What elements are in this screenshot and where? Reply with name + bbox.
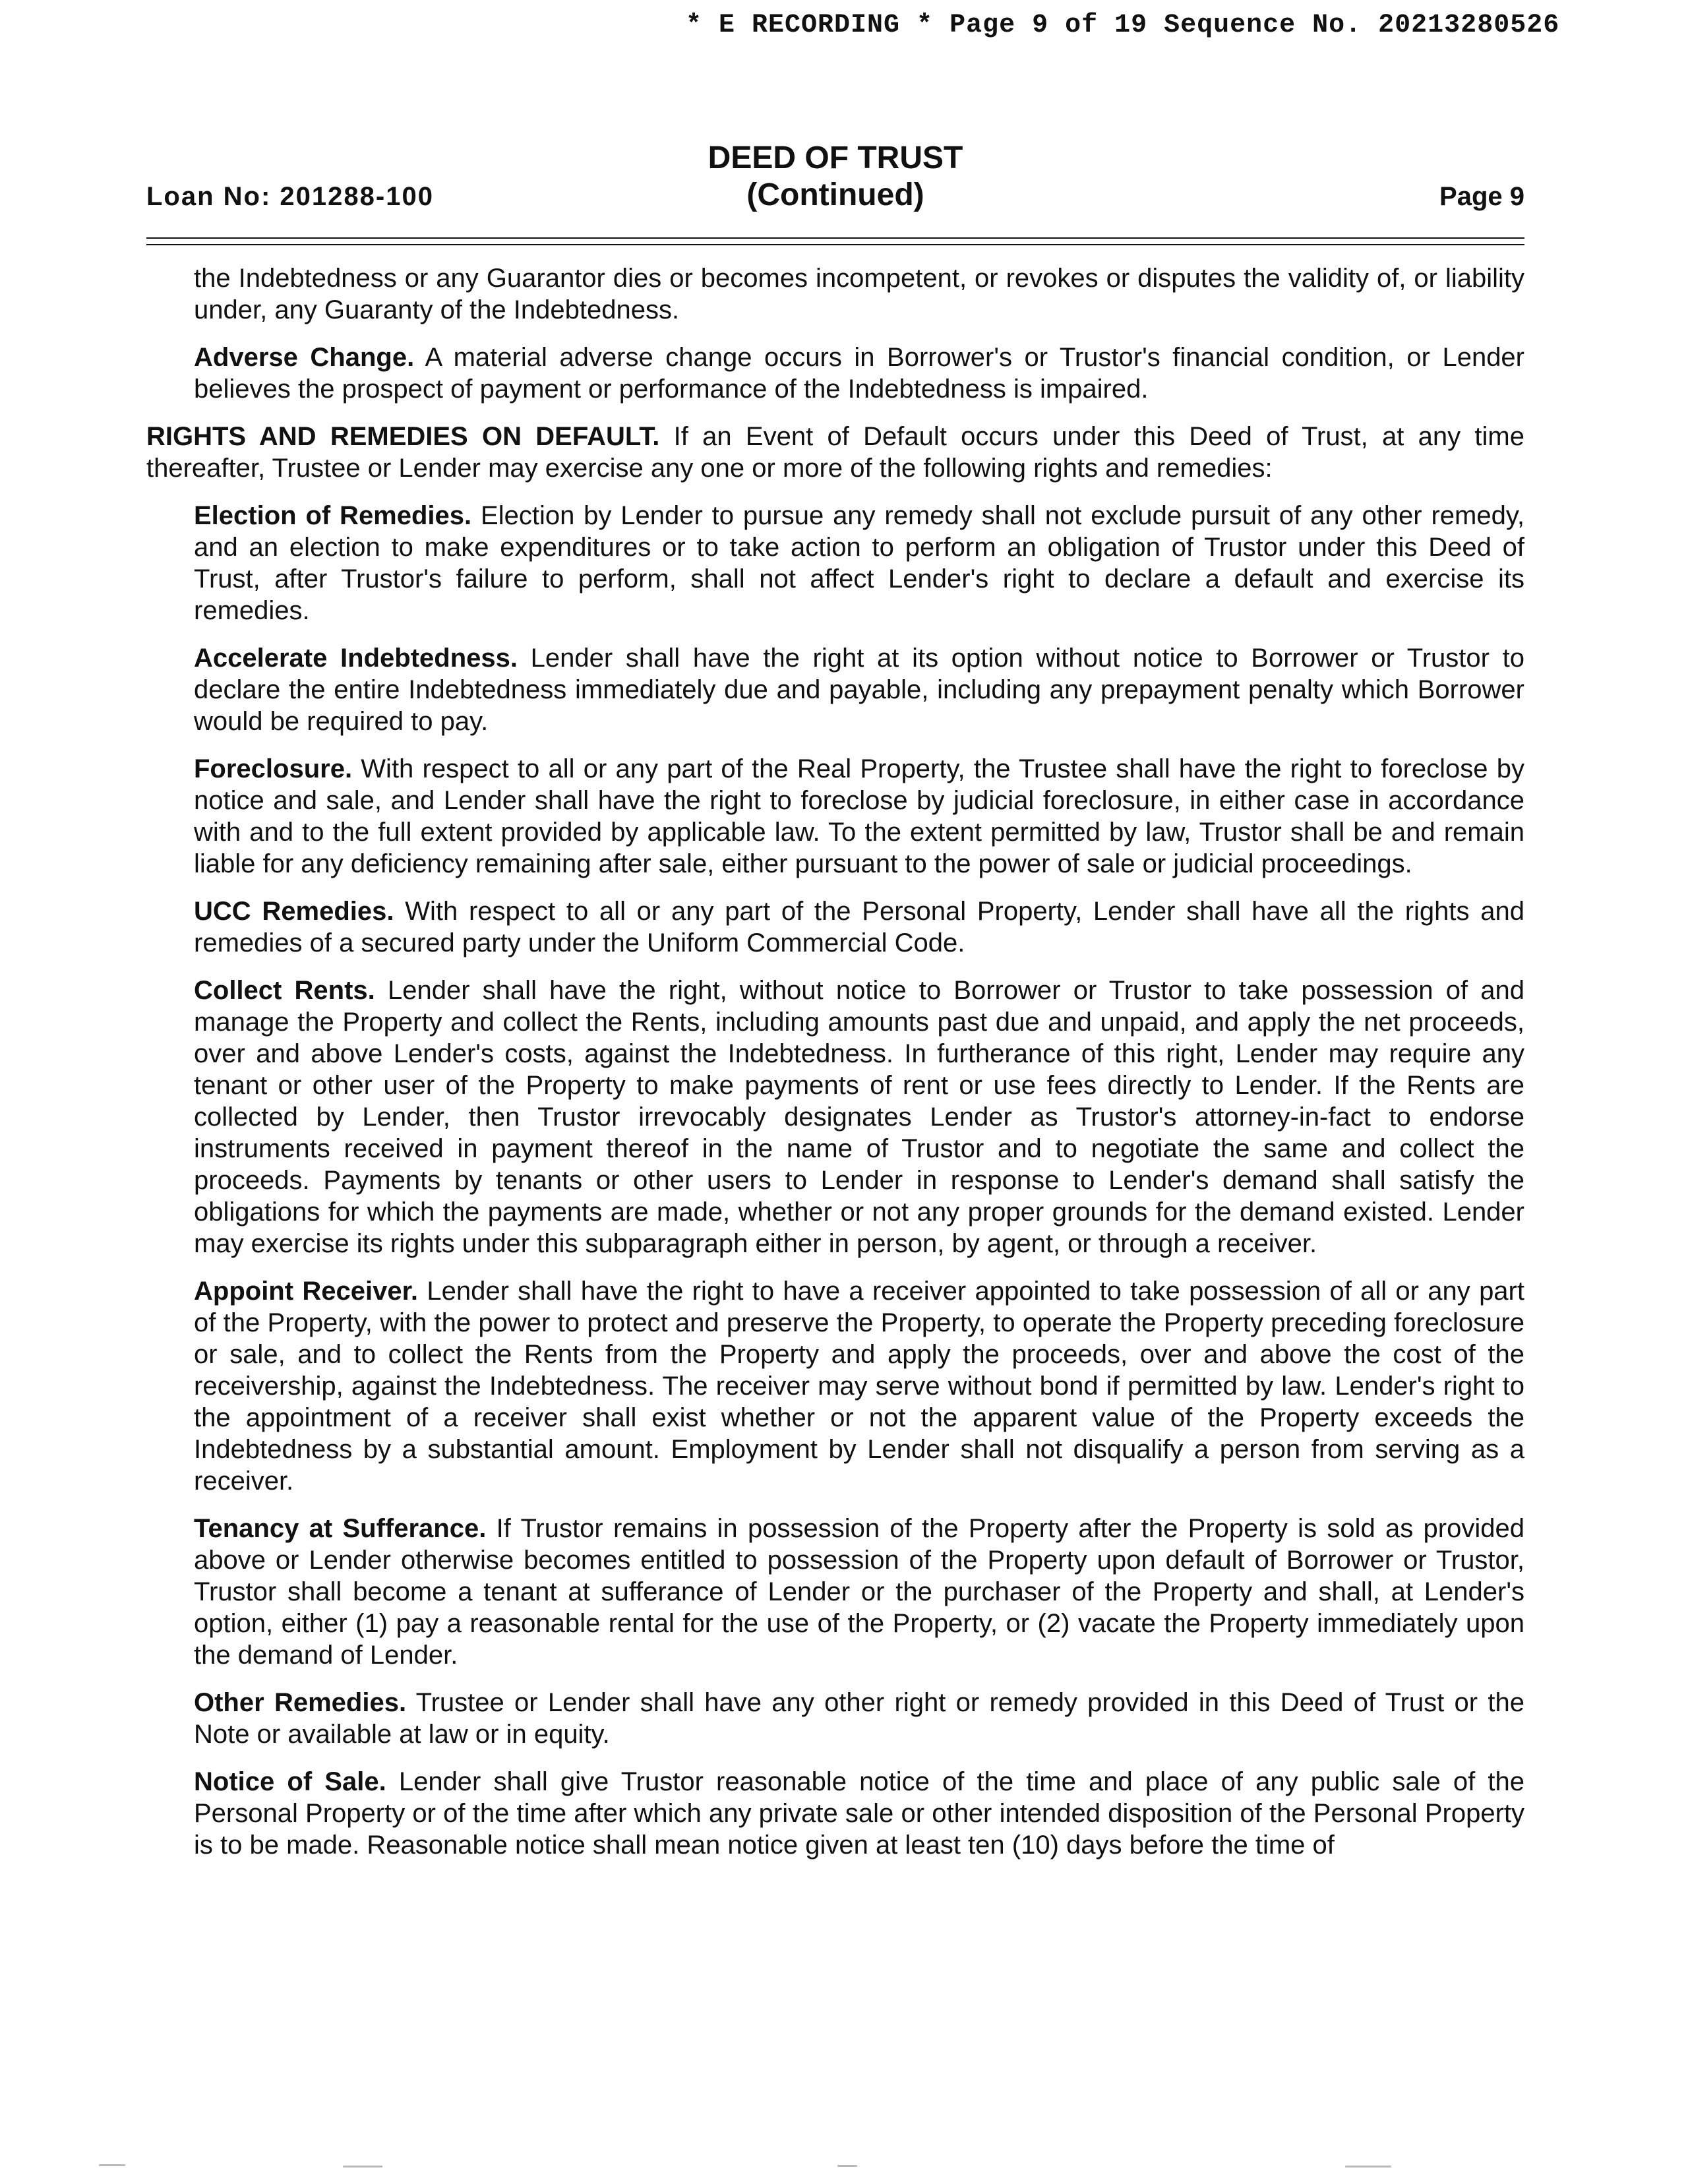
section-heading: RIGHTS AND REMEDIES ON DEFAULT. bbox=[146, 422, 660, 451]
scan-artifact bbox=[343, 2166, 382, 2168]
paragraph-guarantor-continued bbox=[194, 262, 1524, 326]
paragraph-text: With respect to all or any part of the Real Property, the Trustee shall have the right to foreclose by notice and sale, and Lender shall have the right to foreclose by judicial foreclosure, in either case in accordance with and to the full extent provided by applicable law. To the extent permitted by law, Trustor shall be and remain liable for any deficiency remaining after sale, either pursuant to the power of sale or judicial proceedings. bbox=[194, 754, 1524, 878]
paragraph-appoint-receiver bbox=[194, 1275, 1524, 1497]
paragraph-foreclosure bbox=[194, 753, 1524, 880]
paragraph-text: If Trustor remains in possession of the Property after the Property is sold as provided above or Lender otherwise becomes entitled to possession of the Property upon default of Borrower or Trustor, Trustor shall become a tenant at sufferance of Lender or the purchaser of the Property and shall, at Lender's option, either (1) pay a reasonable rental for the use of the Property, or (2) vacate the Property immediately upon the demand of Lender. bbox=[194, 1514, 1524, 1670]
paragraph-lead: Foreclosure. bbox=[194, 754, 353, 783]
paragraph-lead: Collect Rents. bbox=[194, 976, 375, 1005]
paragraph-adverse-change bbox=[194, 342, 1524, 405]
paragraph-text: the Indebtedness or any Guarantor dies or becomes incompetent, or revokes or disputes the validity of, or liability under, any Guaranty of the Indebtedness. bbox=[194, 264, 1524, 324]
header-rule-top bbox=[146, 237, 1524, 239]
scan-artifact bbox=[837, 2165, 857, 2167]
paragraph-tenancy-at-sufferance bbox=[194, 1513, 1524, 1671]
paragraph-lead: UCC Remedies. bbox=[194, 897, 394, 926]
paragraph-text: If an Event of Default occurs under this Deed of Trust, at any time thereafter, Trustee or Lender may exercise any one or more of the following rights and remedies: bbox=[146, 422, 1524, 483]
document-title-line1: DEED OF TRUST bbox=[708, 140, 963, 175]
paragraph-election-of-remedies bbox=[194, 500, 1524, 626]
paragraph-lead: Tenancy at Sufferance. bbox=[194, 1514, 487, 1543]
paragraph-text: Lender shall give Trustor reasonable notice of the time and place of any public sale of the Personal Property or of the time after which any private sale or other intended disposition of the Personal Property is to be made. Reasonable notice shall mean notice given at least ten (10) days before the time of bbox=[194, 1767, 1524, 1860]
section-rights-and-remedies bbox=[146, 421, 1524, 484]
paragraph-text: With respect to all or any part of the Personal Property, Lender shall have all the rights and remedies of a secured party under the Uniform Commercial Code. bbox=[194, 897, 1524, 957]
paragraph-lead: Election of Remedies. bbox=[194, 501, 472, 530]
paragraph-notice-of-sale bbox=[194, 1766, 1524, 1861]
document-body bbox=[146, 262, 1524, 1877]
paragraph-lead: Appoint Receiver. bbox=[194, 1277, 419, 1306]
page-number: Page 9 bbox=[1439, 182, 1524, 211]
paragraph-text: Lender shall have the right at its option without notice to Borrower or Trustor to declare the entire Indebtedness immediately due and payable, including any prepayment penalty which Borrower would be required to pay. bbox=[194, 644, 1525, 736]
document-title-line2: (Continued) bbox=[746, 177, 924, 212]
paragraph-accelerate-indebtedness bbox=[194, 642, 1524, 737]
page-header bbox=[146, 140, 1524, 219]
paragraph-collect-rents bbox=[194, 975, 1524, 1259]
header-rule-bottom bbox=[146, 244, 1524, 245]
paragraph-lead: Accelerate Indebtedness. bbox=[194, 644, 518, 673]
paragraph-text: Election by Lender to pursue any remedy shall not exclude pursuit of any other remedy, and an election to make expenditures or to take action to perform an obligation of Trustor under this Deed of Trust, after Trustor's failure to perform, shall not affect Lender's right to declare a default and exercise its remedies. bbox=[194, 501, 1524, 625]
paragraph-text: A material adverse change occurs in Borrower's or Trustor's financial condition, or Lender believes the prospect of payment or performance of the Indebtedness is impaired. bbox=[194, 343, 1525, 404]
scan-artifact bbox=[99, 2164, 125, 2166]
paragraph-text: Lender shall have the right to have a receiver appointed to take possession of all or any part of the Property, with the power to protect and preserve the Property, to operate the Property preceding foreclosure or sale, and to collect the Rents from the Property and apply the proceeds, over and above the cost of the receivership, against the Indebtedness. The receiver may serve without bond if permitted by law. Lender's right to the appointment of a receiver shall exist whether or not the apparent value of the Property exceeds the Indebtedness by a substantial amount. Employment by Lender shall not disqualify a person from serving as a receiver. bbox=[194, 1277, 1524, 1496]
paragraph-text: Lender shall have the right, without notice to Borrower or Trustor to take possession of and manage the Property and collect the Rents, including amounts past due and unpaid, and apply the net proceeds, over and above Lender's costs, against the Indebtedness. In furtherance of this right, Lender may require any tenant or other user of the Property to make payments of rent or use fees directly to Lender. If the Rents are collected by Lender, then Trustor irrevocably designates Lender as Trustor's attorney-in-fact to endorse instruments received in payment thereof in the name of Trustor and to negotiate the same and collect the proceeds. Payments by tenants or other users to Lender in response to Lender's demand shall satisfy the obligations for which the payments are made, whether or not any proper grounds for the demand existed. Lender may exercise its rights under this subparagraph either in person, by agent, or through a receiver. bbox=[194, 976, 1524, 1258]
paragraph-ucc-remedies bbox=[194, 895, 1524, 959]
document-title bbox=[146, 140, 1524, 214]
paragraph-other-remedies bbox=[194, 1687, 1524, 1750]
paragraph-text: Trustee or Lender shall have any other right or remedy provided in this Deed of Trust or the Note or available at law or in equity. bbox=[194, 1688, 1525, 1749]
paragraph-lead: Adverse Change. bbox=[194, 343, 415, 372]
scan-artifact bbox=[1345, 2166, 1391, 2168]
recording-stamp: * E RECORDING * Page 9 of 19 Sequence No. 20213280526 bbox=[686, 11, 1560, 40]
paragraph-lead: Notice of Sale. bbox=[194, 1767, 386, 1796]
paragraph-lead: Other Remedies. bbox=[194, 1688, 407, 1717]
loan-number: Loan No: 201288-100 bbox=[146, 182, 434, 211]
